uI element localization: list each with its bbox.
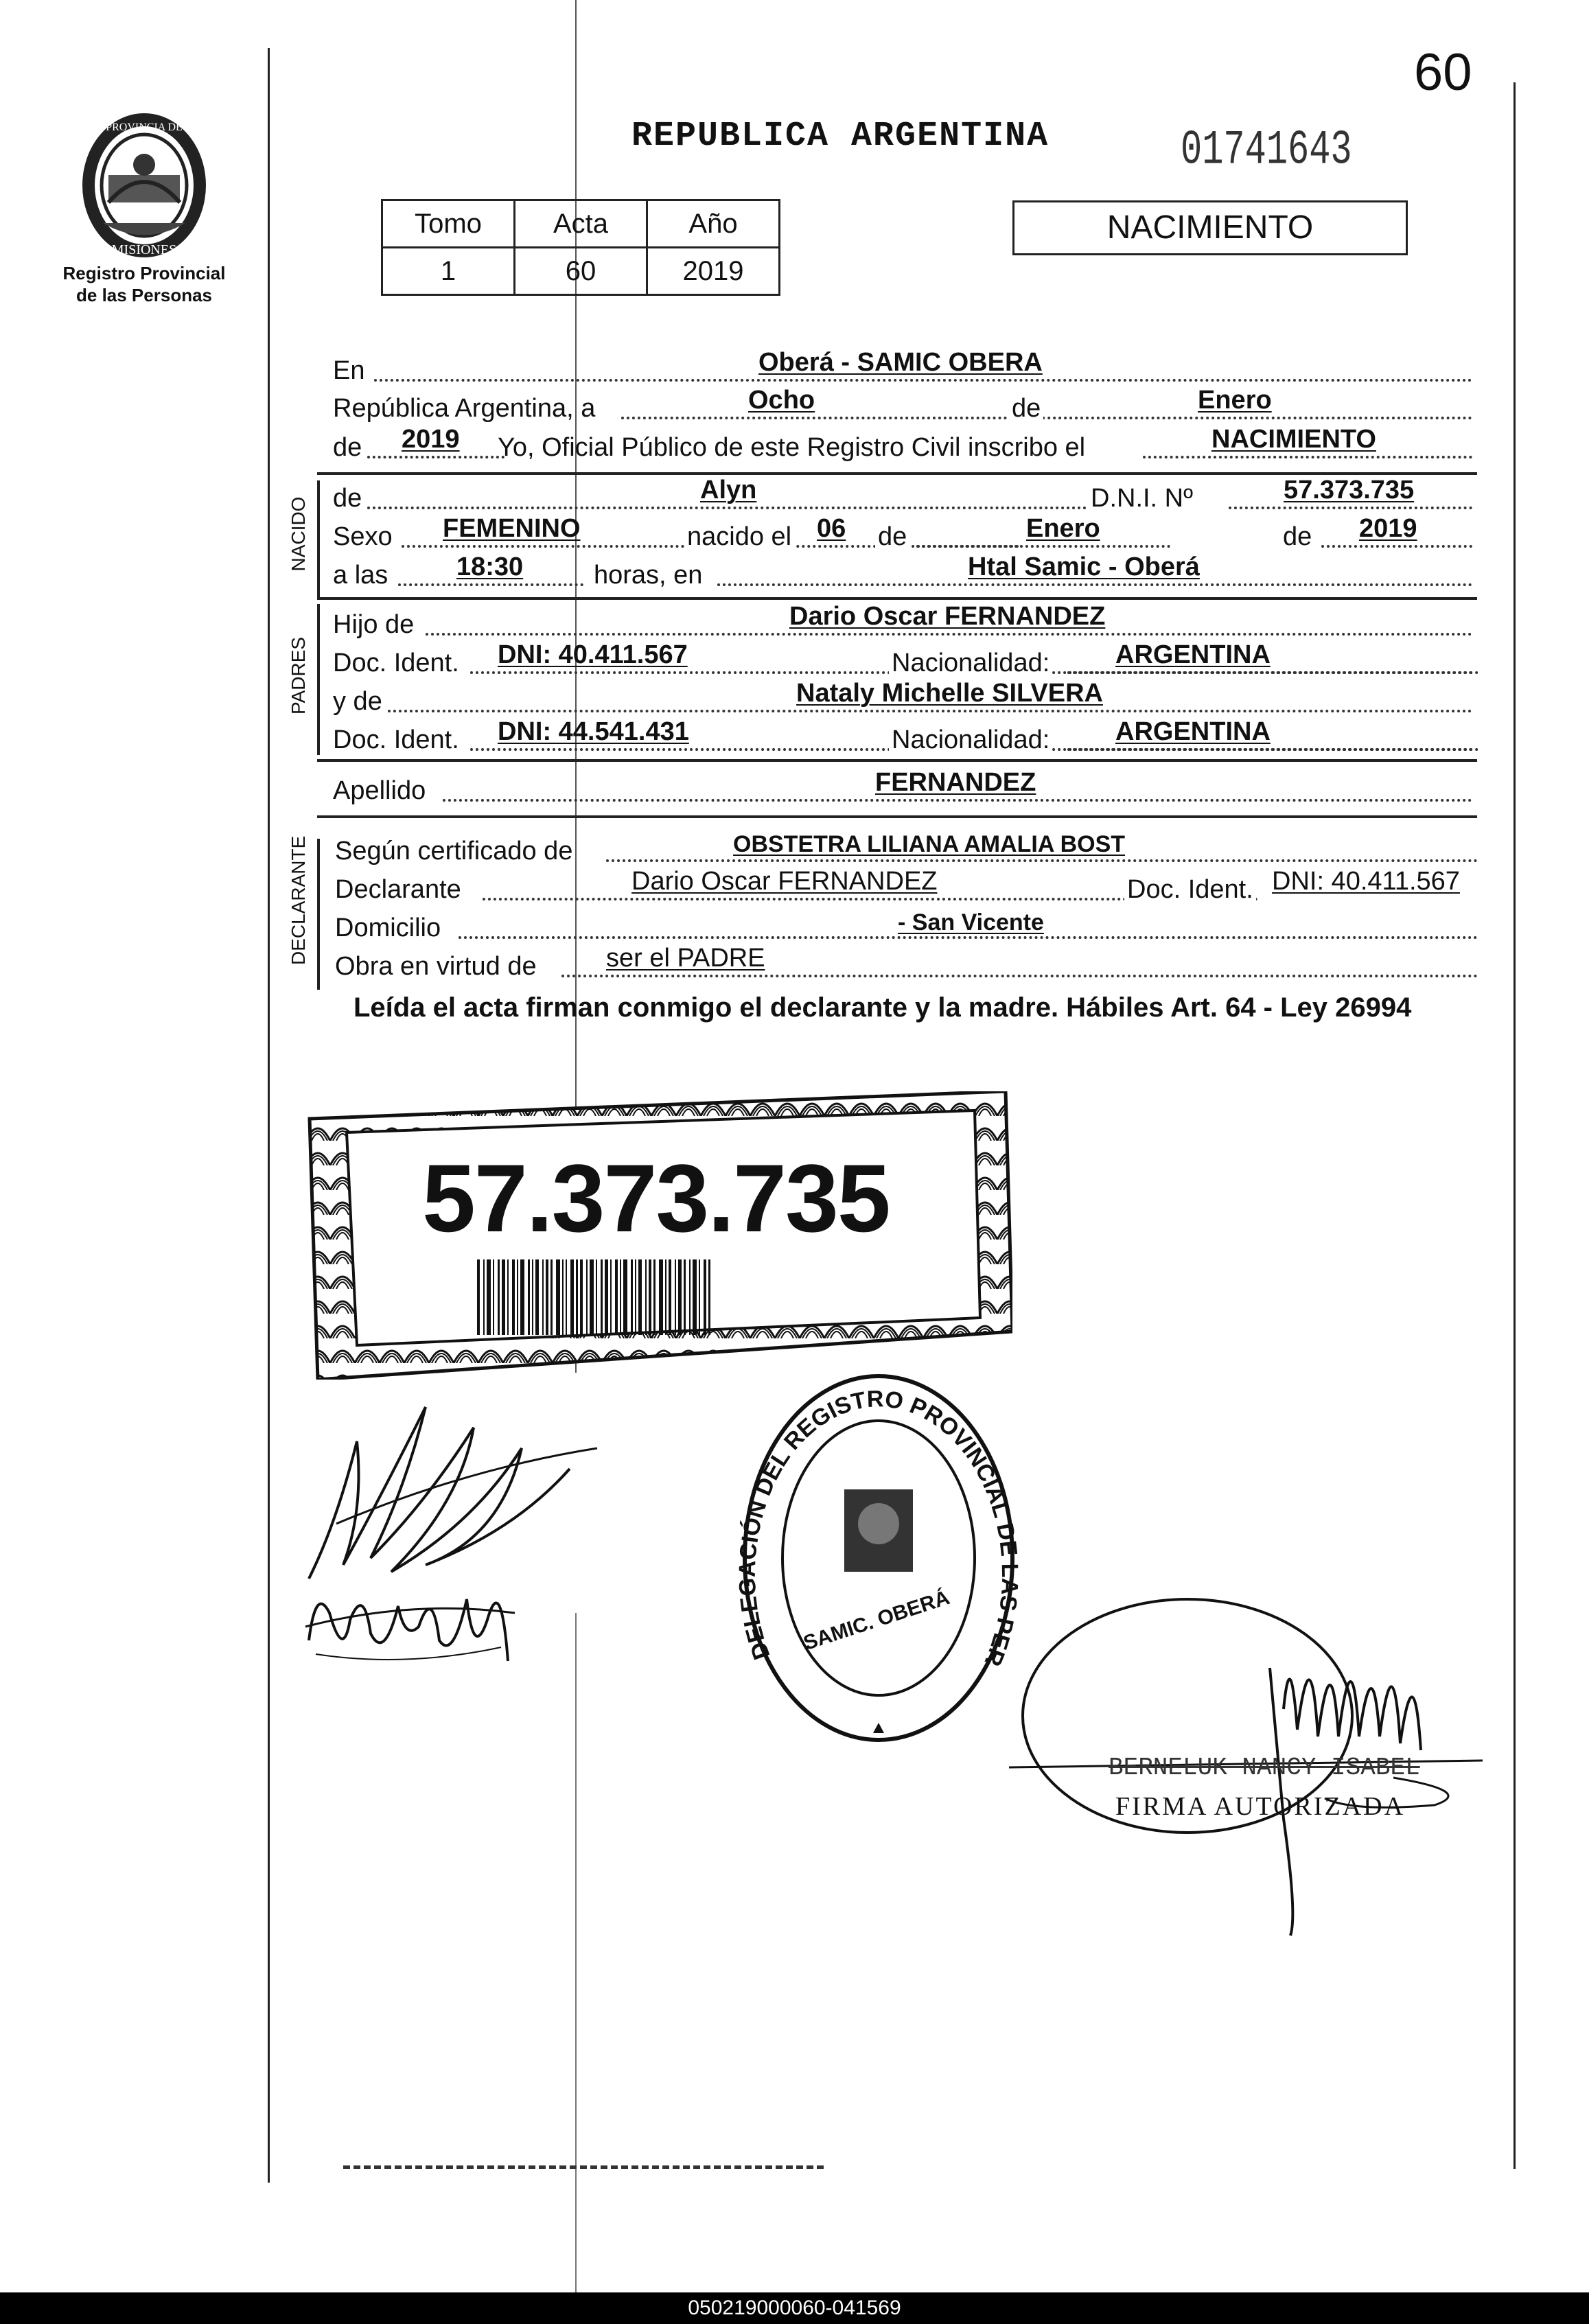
dotted-line: [367, 456, 504, 458]
dotted-line: [1143, 456, 1472, 458]
label-horas-en: horas, en: [594, 561, 703, 590]
label-a-las: a las: [333, 561, 388, 590]
row-domicilio: [335, 907, 1478, 946]
value-anio-nac: 2019: [1359, 514, 1417, 543]
barcode-bar: [689, 1259, 691, 1335]
value-declarante-doc: DNI: 40.411.567: [1272, 867, 1460, 896]
barcode-bar: [546, 1259, 548, 1335]
label-doc-ident: Doc. Ident.: [1124, 875, 1256, 905]
section-rule: [317, 759, 1477, 762]
row-madre: [333, 681, 1472, 719]
label-nacido-el: nacido el: [684, 522, 794, 552]
value-anio: 2019: [647, 248, 780, 295]
value-apellido: FERNANDEZ: [875, 768, 1036, 797]
seal-text: DELEGACIÓN DEL REGISTRO PROVINCIAL DE LAS PER: [734, 1386, 1023, 1670]
page-number: 60: [1414, 43, 1472, 102]
value-dni: 57.373.735: [1284, 476, 1415, 504]
barcode-bar: [665, 1259, 666, 1335]
registry-table: [381, 199, 780, 296]
row-certificado: [335, 830, 1478, 869]
header-acta: Acta: [515, 200, 647, 248]
row-nombre: [333, 478, 1472, 516]
dotted-line: [1321, 545, 1472, 548]
dotted-line: [367, 507, 1136, 509]
label-doc-ident: Doc. Ident.: [333, 649, 459, 677]
barcode-bar: [542, 1259, 544, 1335]
value-anio-form: 2019: [402, 425, 460, 454]
header-anio: Año: [647, 200, 780, 248]
barcode-bar: [610, 1259, 612, 1335]
label-obra: Obra en virtud de: [335, 952, 537, 981]
logo-caption-line2: de las Personas: [76, 285, 212, 305]
value-tomo: 1: [382, 248, 515, 295]
closing-text: Leída el acta firman conmigo el declarante y la madre. Hábiles Art. 64 - Ley 26994: [353, 992, 1412, 1023]
label-de-nombre: de: [333, 484, 362, 513]
label-y-de: y de: [333, 687, 382, 716]
barcode-bar: [498, 1259, 500, 1335]
barcode-bar: [487, 1259, 491, 1335]
barcode-bar: [638, 1259, 642, 1335]
label-de-anio: de: [333, 433, 362, 462]
dotted-line: [1067, 671, 1472, 674]
label-republica: República Argentina, a: [333, 394, 596, 423]
value-padre-nac: ARGENTINA: [1115, 640, 1271, 669]
official-seal: [734, 1366, 1023, 1750]
barcode-bar: [684, 1259, 686, 1335]
dotted-line: [916, 545, 1170, 548]
barcode-bar: [659, 1259, 663, 1335]
barcode-bar: [590, 1259, 594, 1335]
dotted-line: [561, 975, 1478, 977]
barcode-bar: [635, 1259, 636, 1335]
section-title-declarante: DECLARANTE: [288, 835, 309, 965]
value-lugar: Htal Samic - Oberá: [968, 553, 1200, 581]
barcode-bar: [649, 1259, 651, 1335]
value-sexo: FEMENINO: [443, 514, 581, 543]
row-sexo: [333, 516, 1472, 555]
value-certificado: OBSTETRA LILIANA AMALIA BOST: [733, 831, 1126, 857]
document-title: REPUBLICA ARGENTINA: [631, 117, 1049, 156]
section-title-padres: PADRES: [288, 636, 309, 714]
value-madre-doc: DNI: 44.541.431: [498, 717, 689, 746]
barcode-bar: [620, 1259, 621, 1335]
label-doc-ident: Doc. Ident.: [333, 725, 459, 754]
barcode-bar: [493, 1259, 494, 1335]
value-nombre: Alyn: [700, 476, 757, 504]
barcode-bar: [645, 1259, 647, 1335]
seal-center-text: SAMIC. OBERÁ: [800, 1586, 953, 1655]
dotted-line: [606, 859, 1478, 862]
firma-autorizada-label: FIRMA AUTORIZADA: [1115, 1792, 1406, 1821]
row-padre: [333, 604, 1472, 642]
label-domicilio: Domicilio: [335, 914, 441, 942]
barcode-bar: [507, 1259, 509, 1335]
row-en: [333, 350, 1472, 388]
barcode-bar: [699, 1259, 700, 1335]
barcode-bar: [550, 1259, 553, 1335]
value-declarante: Dario Oscar FERNANDEZ: [631, 867, 938, 896]
label-sexo: Sexo: [333, 522, 393, 551]
barcode-bar: [566, 1259, 567, 1335]
right-margin-line: [1513, 82, 1516, 2169]
dotted-line: [388, 710, 1472, 712]
dni-stamp-number: 57.373.735: [422, 1144, 890, 1252]
row-declarante: [335, 869, 1478, 907]
value-madre-nac: ARGENTINA: [1115, 717, 1271, 746]
logo-seal-text-top: PROVINCIA DE: [106, 121, 183, 133]
signer-name: BERNELUK NANCY ISABEL: [1109, 1754, 1420, 1782]
dotted-line: [443, 799, 1472, 802]
value-domicilio: - San Vicente: [898, 909, 1044, 936]
barcode-bar: [562, 1259, 564, 1335]
section-bar: [317, 839, 320, 990]
value-dia-nac: 06: [817, 514, 846, 543]
dotted-line: [426, 633, 1472, 636]
fold-line-lower: [575, 1613, 577, 2299]
label-hijo-de: Hijo de: [333, 610, 415, 639]
row-inscribo: [333, 427, 1472, 465]
label-nacionalidad: Nacionalidad:: [889, 725, 1052, 755]
header-tomo: Tomo: [382, 200, 515, 248]
registry-value-row: [382, 248, 780, 295]
barcode-bar: [570, 1259, 574, 1335]
label-dni: D.N.I. Nº: [1088, 484, 1196, 513]
barcode-bar: [576, 1259, 578, 1335]
label-nacionalidad: Nacionalidad:: [889, 649, 1052, 678]
barcode-bar: [601, 1259, 603, 1335]
row-hora: [333, 555, 1472, 593]
label-de-anio-nac: de: [1280, 522, 1314, 552]
value-padre-doc: DNI: 40.411.567: [498, 640, 688, 669]
section-title-nacido: NACIDO: [288, 496, 309, 572]
value-obra: ser el PADRE: [606, 944, 765, 973]
section-bar: [317, 480, 320, 597]
barcode-bar: [669, 1259, 671, 1335]
dotted-line: [398, 583, 583, 586]
bottom-dashed-line: [343, 2165, 824, 2173]
label-certificado: Según certificado de: [335, 837, 573, 865]
signature-madre: [302, 1558, 522, 1682]
barcode-bar: [535, 1259, 539, 1335]
barcode-bar: [517, 1259, 518, 1335]
provincial-logo: [76, 110, 213, 268]
row-obra: [335, 946, 1478, 984]
barcode-bar: [653, 1259, 656, 1335]
dotted-line: [374, 379, 1472, 382]
value-madre: Nataly Michelle SILVERA: [796, 679, 1103, 708]
dotted-line: [1067, 748, 1472, 751]
barcode-bar: [704, 1259, 706, 1335]
barcode-bar: [520, 1259, 524, 1335]
barcode-bar: [675, 1259, 676, 1335]
barcode-bar: [596, 1259, 597, 1335]
barcode-bar: [623, 1259, 627, 1335]
footer-code: 050219000060-041569: [0, 2292, 1589, 2324]
section-rule: [317, 472, 1477, 475]
value-padre: Dario Oscar FERNANDEZ: [789, 602, 1106, 631]
barcode-bar: [586, 1259, 588, 1335]
barcode-bar: [708, 1259, 710, 1335]
row-padre-doc: [333, 642, 1472, 681]
serial-number: 01741643: [1181, 123, 1352, 178]
row-apellido: [333, 770, 1472, 809]
dotted-line: [459, 936, 1478, 939]
label-apellido: Apellido: [333, 776, 426, 805]
row-republica: [333, 388, 1472, 426]
barcode-bar: [580, 1259, 583, 1335]
barcode-bar: [483, 1259, 485, 1335]
barcode-bar: [528, 1259, 530, 1335]
barcode-bar: [615, 1259, 618, 1335]
barcode-bar: [532, 1259, 533, 1335]
value-en: Oberá - SAMIC OBERA: [758, 348, 1043, 377]
value-hora: 18:30: [456, 553, 524, 581]
barcode-bar: [556, 1259, 560, 1335]
dotted-line: [717, 583, 1472, 586]
barcode-bar: [477, 1259, 480, 1335]
value-dia: Ocho: [748, 386, 815, 415]
barcode-bar: [678, 1259, 682, 1335]
value-mes: Enero: [1198, 386, 1272, 415]
value-mes-nac: Enero: [1026, 514, 1100, 543]
label-de-mes: de: [875, 522, 909, 552]
label-inscribo: Yo, Oficial Público de este Registro Civil inscribo el: [498, 433, 1086, 462]
barcode-bar: [502, 1259, 505, 1335]
document-type-box: NACIMIENTO: [1012, 200, 1408, 255]
row-madre-doc: [333, 719, 1472, 758]
registry-header-row: [382, 200, 780, 248]
value-acta: 60: [515, 248, 647, 295]
label-en: En: [333, 356, 365, 385]
dotted-line: [1229, 507, 1472, 509]
logo-seal-text-bottom: MISIONES: [111, 242, 177, 257]
logo-caption: [48, 262, 240, 306]
label-de: de: [1009, 394, 1043, 423]
barcode-bar: [605, 1259, 608, 1335]
barcode-bar: [693, 1259, 697, 1335]
barcode-bar: [631, 1259, 633, 1335]
section-bar: [317, 604, 320, 755]
label-declarante: Declarante: [335, 875, 461, 904]
value-inscribo: NACIMIENTO: [1211, 425, 1376, 454]
dotted-line: [621, 417, 1472, 419]
section-rule: [317, 815, 1477, 818]
left-margin-line: [268, 48, 270, 2183]
logo-caption-line1: Registro Provincial: [62, 263, 226, 283]
barcode-bar: [512, 1259, 515, 1335]
section-rule: [317, 597, 1477, 600]
